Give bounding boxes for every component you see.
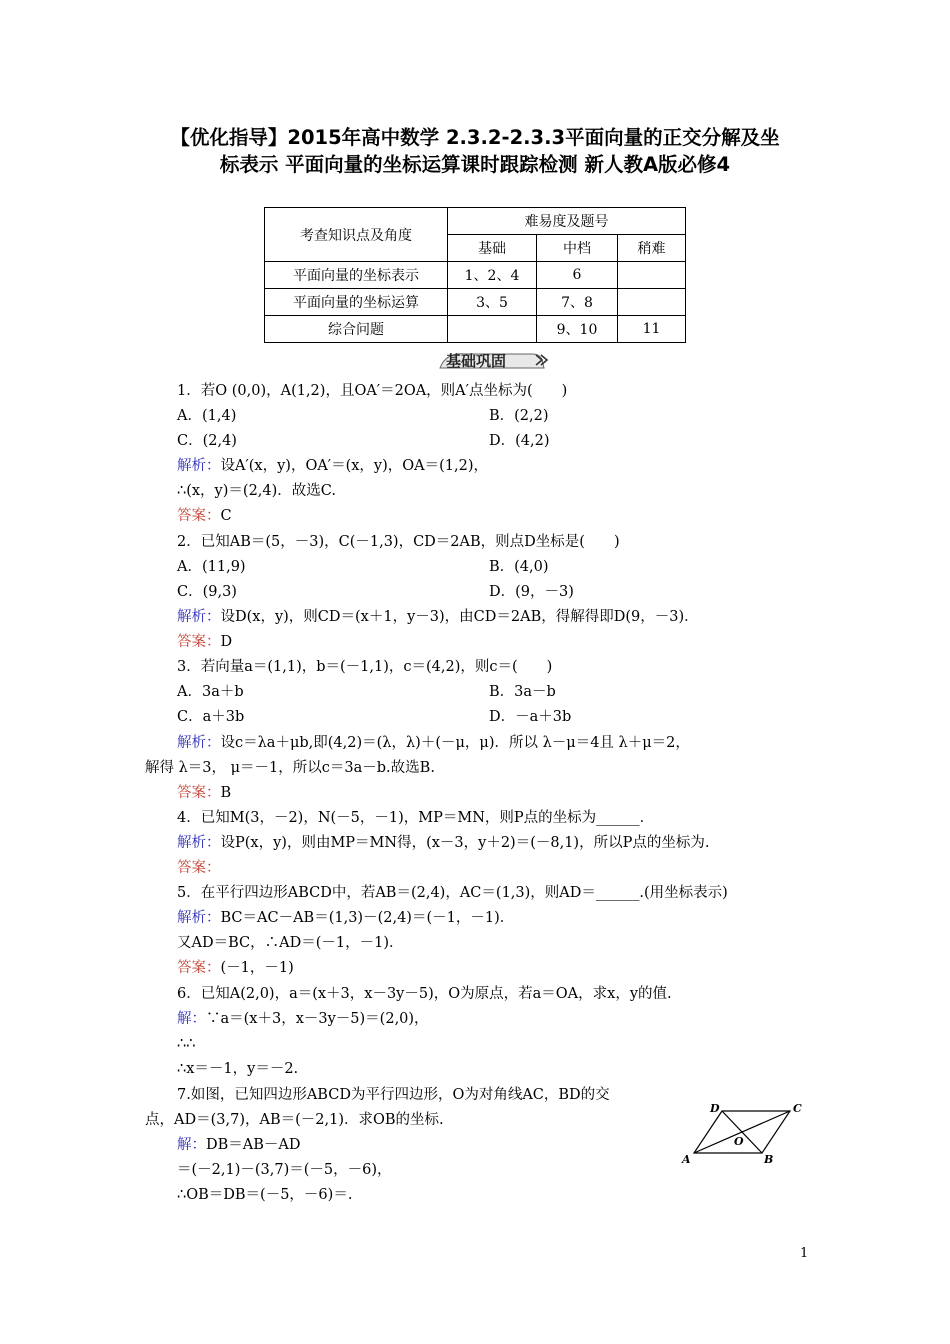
q2-option-c: C．(9,3) (177, 584, 237, 600)
q7-stem: 7.如图，已知四边形ABCD为平行四边形，O为对角线AC，BD的交 (177, 1087, 610, 1103)
page-number: 1 (800, 1246, 809, 1261)
q3-option-b: B．3a－b (489, 684, 556, 700)
q5-solution: 解析：BC＝AC－AB＝(1,3)－(2,4)＝(－1，－1)． (177, 910, 515, 926)
q3-solution-2: 解得 λ＝3， μ＝－1，所以c＝3a－b.故选B. (145, 760, 435, 776)
q2-option-d: D．(9，－3) (489, 584, 574, 600)
row-topic: 综合问题 (265, 316, 448, 343)
q3-answer: 答案：B (177, 785, 232, 801)
row-hard (618, 289, 686, 316)
level-hard: 稍难 (618, 235, 686, 262)
row-basic: 1、2、4 (448, 262, 537, 289)
answer-label: 答案： (177, 860, 221, 876)
q7-stem-2: 点，AD＝(3,7)，AB＝(－2,1)．求OB的坐标. (145, 1112, 444, 1128)
section-banner (436, 346, 550, 372)
q1-answer: 答案：C (177, 508, 232, 524)
q3-stem: 3．若向量a＝(1,1)，b＝(－1,1)，c＝(4,2)，则c＝( ) (177, 659, 553, 675)
q4-stem: 4．已知M(3，－2)，N(－5，－1)，MP＝MN，则P点的坐标为______． (177, 810, 655, 826)
center-o-label: O (734, 1135, 744, 1148)
table-row (265, 289, 686, 316)
q3-option-c: C．a＋3b (177, 709, 245, 725)
row-medium: 7、8 (537, 289, 618, 316)
q6-stem: 6．已知A(2,0)，a＝(x＋3，x－3y－5)，O为原点，若a＝OA，求x，y的值. (177, 986, 672, 1002)
vertex-b-label: B (764, 1153, 774, 1166)
row-topic: 平面向量的坐标运算 (265, 289, 448, 316)
q2-answer: 答案：D (177, 634, 233, 650)
row-medium: 9、10 (537, 316, 618, 343)
document-title (120, 124, 830, 178)
q6-solution-2: ∴∴ (177, 1036, 196, 1052)
vertex-a-label: A (682, 1153, 691, 1166)
solution-label: 解析： (177, 458, 221, 474)
table-row (265, 316, 686, 343)
title-line-1: 【优化指导】2015年高中数学 2.3.2-2.3.3平面向量的正交分解及坐 (170, 126, 780, 149)
q7-solution-2: ＝(－2,1)－(3,7)＝(－5，－6)， (177, 1162, 392, 1178)
q5-stem: 5．在平行四边形ABCD中，若AB＝(2,4)，AC＝(1,3)，则AD＝______.(用坐标表示) (177, 885, 728, 901)
row-topic: 平面向量的坐标表示 (265, 262, 448, 289)
answer-label: 答案： (177, 785, 221, 801)
banner-text: 基础巩固 (446, 352, 507, 370)
row-basic (448, 316, 537, 343)
q2-option-b: B．(4,0) (489, 559, 549, 575)
q1-option-a: A．(1,4) (177, 408, 237, 424)
q7-solution-3: ∴OB＝DB＝(－5，－6)＝. (177, 1187, 353, 1203)
q2-option-a: A．(11,9) (177, 559, 246, 575)
solution-label: 解析： (177, 609, 221, 625)
vertex-c-label: C (793, 1102, 802, 1115)
row-basic: 3、5 (448, 289, 537, 316)
vertex-d-label: D (710, 1102, 720, 1115)
level-basic: 基础 (448, 235, 537, 262)
q5-solution-2: 又AD＝BC，∴AD＝(－1，－1)． (177, 935, 404, 951)
solution-label: 解析： (177, 835, 221, 851)
solution-label: 解析： (177, 735, 221, 751)
row-hard: 11 (618, 316, 686, 343)
header-difficulty: 难易度及题号 (448, 208, 686, 235)
q7-solution: 解：DB＝AB－AD (177, 1137, 301, 1153)
q4-answer (177, 858, 221, 878)
q3-option-d: D．－a＋3b (489, 709, 572, 725)
answer-label: 答案： (177, 634, 221, 650)
title-line-2: 标表示 平面向量的坐标运算课时跟踪检测 新人教A版必修4 (219, 153, 731, 176)
q5-answer: 答案：(－1，－1) (177, 960, 294, 976)
solution-label: 解： (177, 1137, 206, 1153)
row-hard (618, 262, 686, 289)
header-topic: 考查知识点及角度 (265, 208, 448, 262)
q2-solution: 解析：设D(x，y)，则CD＝(x＋1，y－3)，由CD＝2AB，得解得即D(9，－3)． (177, 609, 699, 625)
q3-solution: 解析：设c＝λa＋μb,即(4,2)＝(λ，λ)＋(－μ，μ)．所以 λ－μ＝4且 λ＋μ＝2， (177, 735, 690, 751)
q1-option-d: D．(4,2) (489, 433, 550, 449)
q1-stem: 1．若O (0,0)，A(1,2)，且OA′＝2OA，则A′点坐标为( ) (177, 383, 568, 399)
q2-stem: 2．已知AB＝(5，－3)，C(－1,3)，CD＝2AB，则点D坐标是( ) (177, 534, 620, 550)
solution-label: 解析： (177, 910, 221, 926)
answer-label: 答案： (177, 508, 221, 524)
knowledge-table (264, 207, 686, 343)
row-medium: 6 (537, 262, 618, 289)
answer-label: 答案： (177, 960, 221, 976)
level-medium: 中档 (537, 235, 618, 262)
q6-solution: 解：∵a＝(x＋3，x－3y－5)＝(2,0)， (177, 1011, 429, 1027)
q1-option-b: B．(2,2) (489, 408, 549, 424)
q6-solution-3: ∴x＝－1，y＝－2. (177, 1061, 299, 1077)
q1-option-c: C．(2,4) (177, 433, 237, 449)
parallelogram-figure (678, 1098, 808, 1168)
table-row (265, 262, 686, 289)
q4-solution: 解析：设P(x，y)，则由MP＝MN得，(x－3，y＋2)＝(－8,1)，所以P点的坐标为. (177, 835, 710, 851)
q1-solution-2: ∴(x，y)＝(2,4)．故选C. (177, 483, 336, 499)
q1-solution: 解析：设A′(x，y)，OA′＝(x，y)，OA＝(1,2)， (177, 458, 489, 474)
q3-option-a: A．3a＋b (177, 684, 244, 700)
solution-label: 解： (177, 1011, 206, 1027)
